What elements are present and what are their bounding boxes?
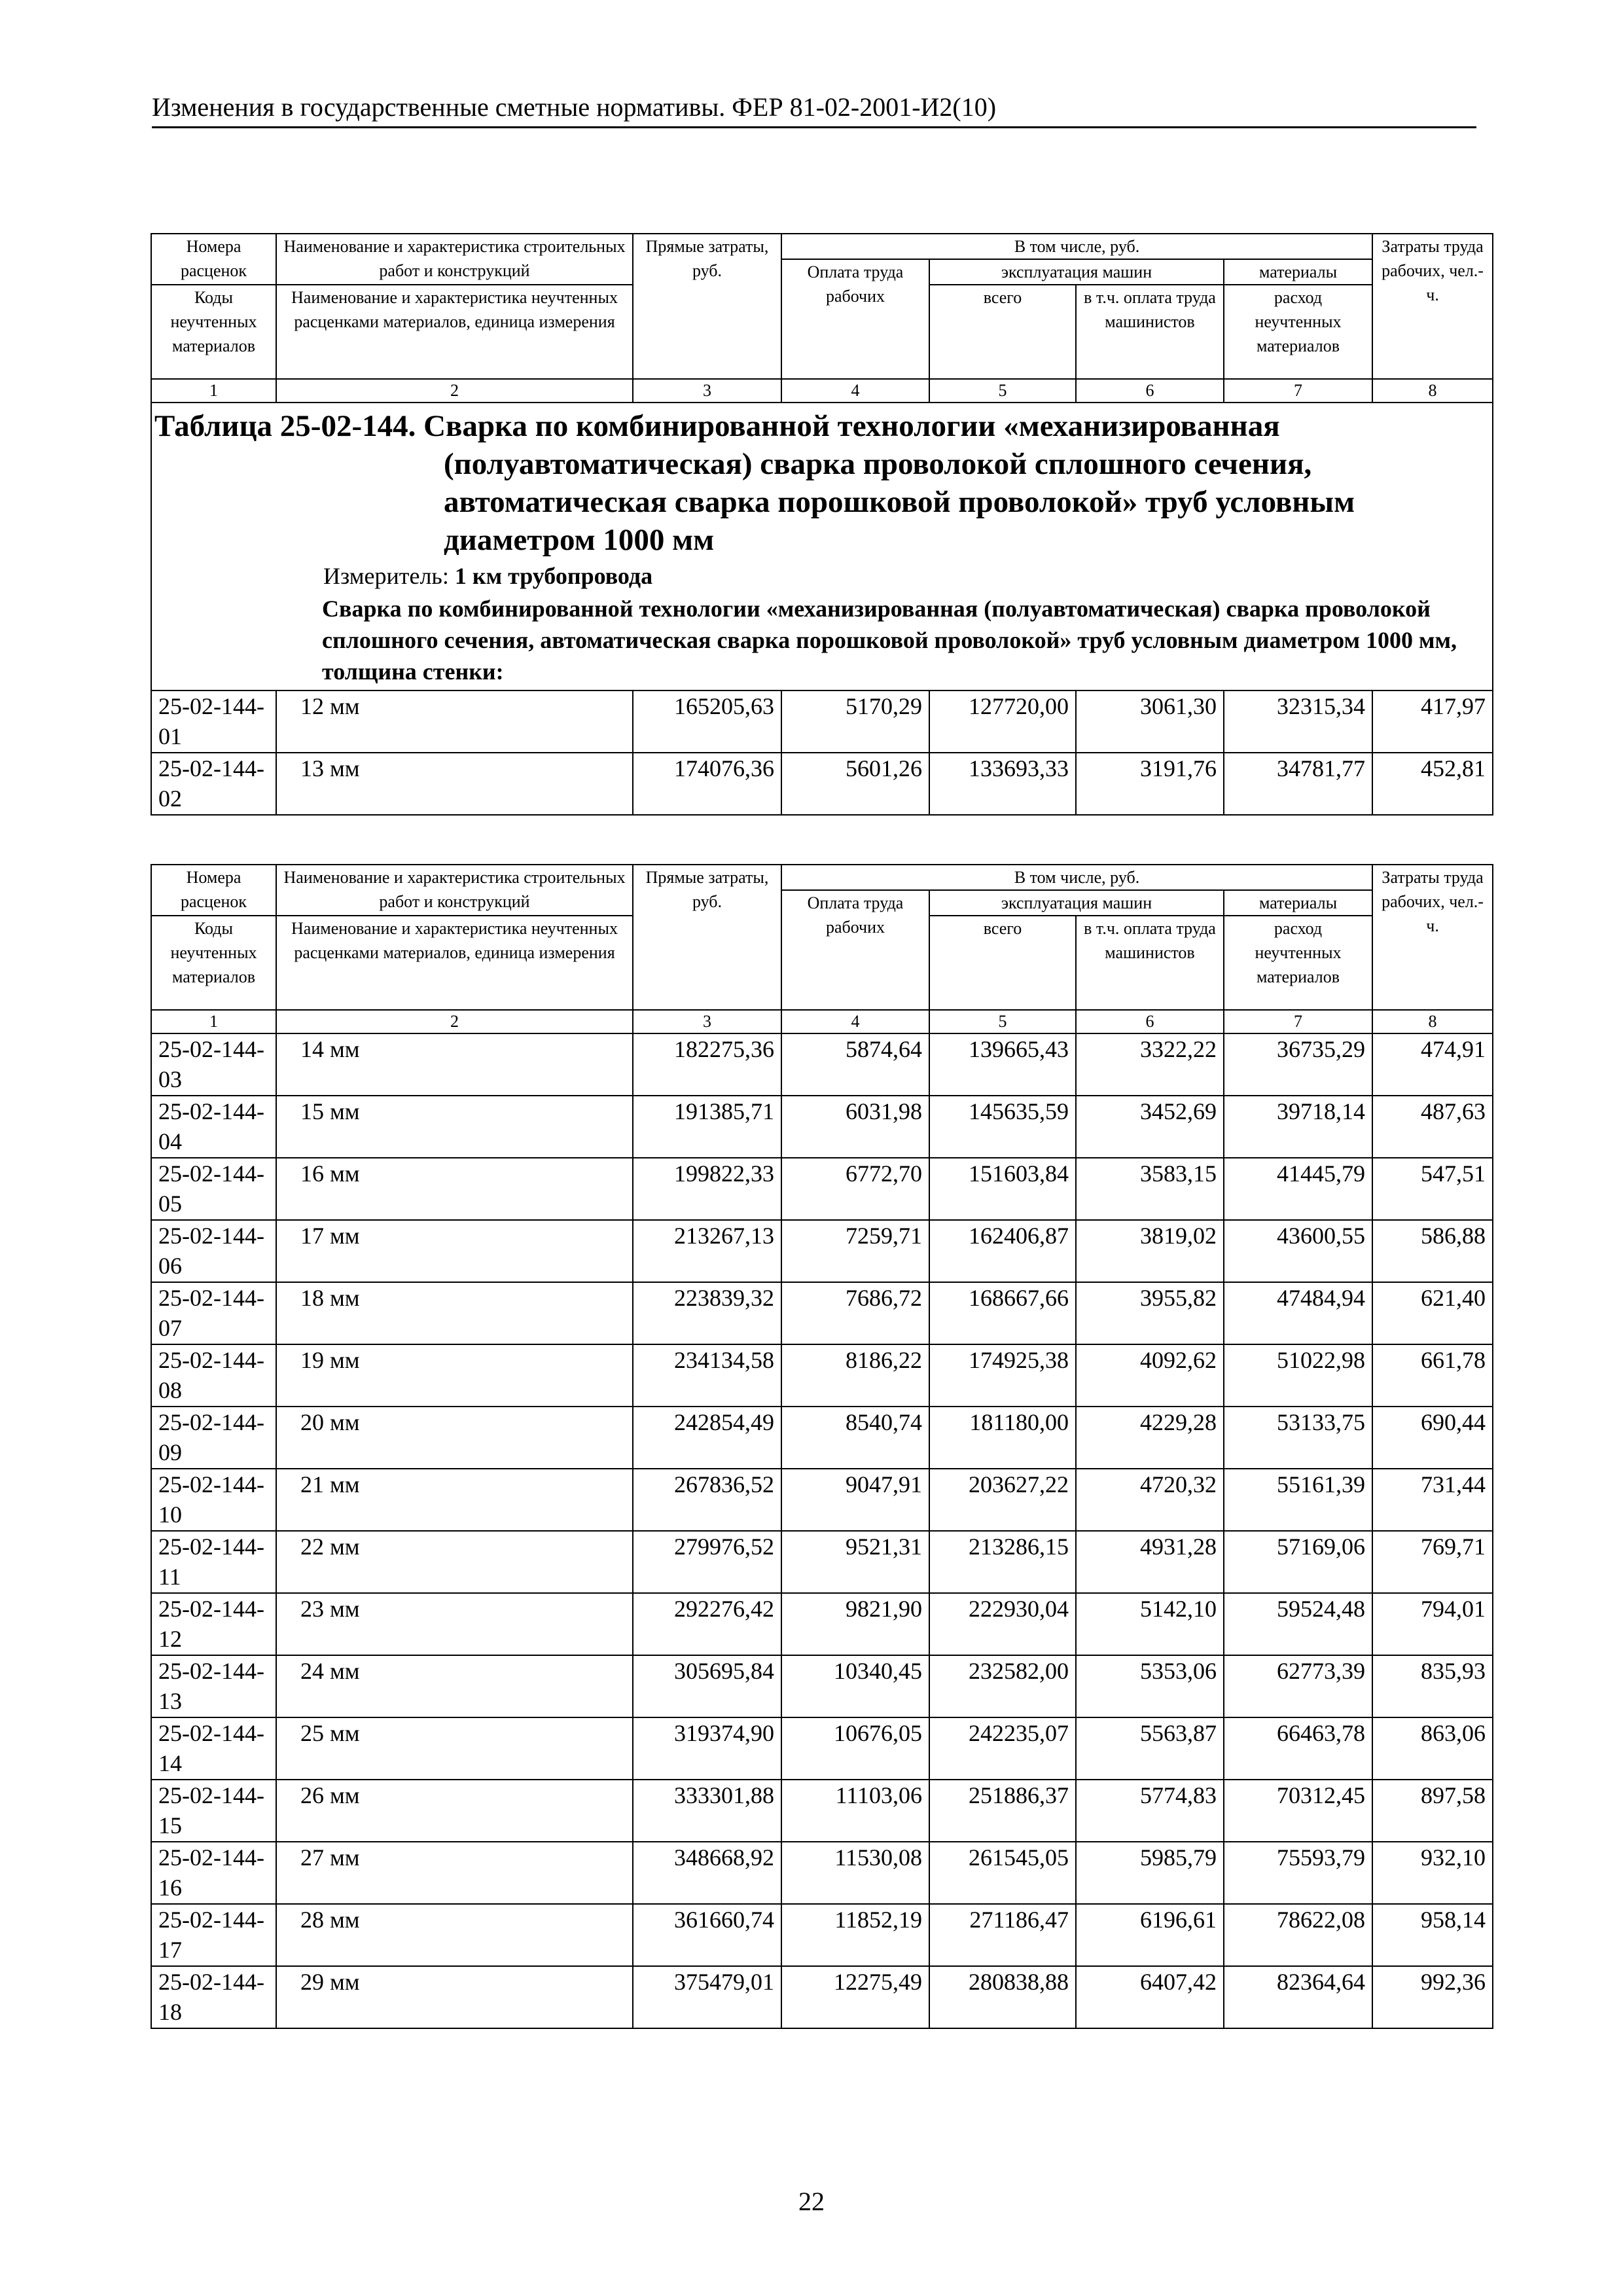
rate-code: 25-02-144-14	[151, 1717, 276, 1780]
machinist-pay: 5142,10	[1076, 1593, 1224, 1655]
machines-total: 251886,37	[929, 1780, 1076, 1842]
header-work-name: Наименование и характеристика строительных работ и конструкций	[276, 865, 633, 916]
machinist-pay: 3819,02	[1076, 1220, 1224, 1282]
labor-hours: 863,06	[1372, 1717, 1493, 1780]
header-machines-total: всего	[929, 916, 1076, 1010]
column-number: 2	[276, 1010, 633, 1033]
subheading: Сварка по комбинированной технологии «механизированная (полуавтоматическая) сварка проволокой сплошного сечения, автоматическая сварка порошковой проволокой» труб условным диаметром 1000 мм, толщина стенки:	[322, 596, 1457, 685]
header-machines: эксплуатация машин	[929, 890, 1224, 916]
table-title-first: Сварка по комбинированной технологии «механизированная	[423, 409, 1280, 443]
materials-usage: 43600,55	[1224, 1220, 1372, 1282]
machines-total: 213286,15	[929, 1531, 1076, 1593]
table-header	[151, 865, 1493, 1010]
materials-usage: 59524,48	[1224, 1593, 1372, 1655]
table-row	[151, 1344, 1493, 1407]
direct-costs: 242854,49	[633, 1407, 781, 1469]
machines-total: 174925,38	[929, 1344, 1076, 1407]
labor-pay: 11103,06	[781, 1780, 929, 1842]
header-labor-pay: Оплата труда рабочих	[781, 890, 929, 1010]
measure-value: 1 км трубопровода	[454, 563, 653, 589]
header-rate-numbers: Номера расценок	[151, 865, 276, 916]
materials-usage: 34781,77	[1224, 753, 1372, 815]
materials-usage: 55161,39	[1224, 1469, 1372, 1531]
table-row	[151, 1842, 1493, 1904]
column-number: 6	[1076, 379, 1224, 403]
labor-hours: 958,14	[1372, 1904, 1493, 1966]
labor-pay: 9047,91	[781, 1469, 929, 1531]
direct-costs: 174076,36	[633, 753, 781, 815]
materials-usage: 39718,14	[1224, 1096, 1372, 1158]
machinist-pay: 3191,76	[1076, 753, 1224, 815]
row-name: 17 мм	[276, 1220, 633, 1282]
rate-code: 25-02-144-01	[151, 691, 276, 753]
table-title-rest: (полуавтоматическая) сварка проволокой сплошного сечения, автоматическая сварка порошковой проволокой» труб условным диаметром 1000 мм	[444, 447, 1355, 557]
labor-pay: 11852,19	[781, 1904, 929, 1966]
column-number: 1	[151, 379, 276, 403]
header-material-usage: расход неучтенных материалов	[1224, 285, 1372, 379]
table-row	[151, 753, 1493, 815]
row-name: 15 мм	[276, 1096, 633, 1158]
row-name: 20 мм	[276, 1407, 633, 1469]
rate-code: 25-02-144-10	[151, 1469, 276, 1531]
labor-hours: 835,93	[1372, 1655, 1493, 1717]
materials-usage: 32315,34	[1224, 691, 1372, 753]
labor-pay: 10340,45	[781, 1655, 929, 1717]
machines-total: 203627,22	[929, 1469, 1076, 1531]
header-machines-total: всего	[929, 285, 1076, 379]
machinist-pay: 3061,30	[1076, 691, 1224, 753]
row-name: 29 мм	[276, 1966, 633, 2028]
machines-total: 151603,84	[929, 1158, 1076, 1220]
row-name: 24 мм	[276, 1655, 633, 1717]
header-direct-costs: Прямые затраты, руб.	[633, 865, 781, 1010]
rate-code: 25-02-144-16	[151, 1842, 276, 1904]
machines-total: 232582,00	[929, 1655, 1076, 1717]
machinist-pay: 3583,15	[1076, 1158, 1224, 1220]
materials-usage: 51022,98	[1224, 1344, 1372, 1407]
labor-pay: 5170,29	[781, 691, 929, 753]
row-name: 14 мм	[276, 1033, 633, 1096]
header-materials: материалы	[1224, 259, 1372, 285]
machinist-pay: 5774,83	[1076, 1780, 1224, 1842]
materials-usage: 66463,78	[1224, 1717, 1372, 1780]
row-name: 27 мм	[276, 1842, 633, 1904]
machinist-pay: 3955,82	[1076, 1282, 1224, 1344]
labor-hours: 474,91	[1372, 1033, 1493, 1096]
machines-total: 139665,43	[929, 1033, 1076, 1096]
machines-total: 145635,59	[929, 1096, 1076, 1158]
machinist-pay: 4720,32	[1076, 1469, 1224, 1531]
machinist-pay: 6196,61	[1076, 1904, 1224, 1966]
direct-costs: 182275,36	[633, 1033, 781, 1096]
labor-hours: 417,97	[1372, 691, 1493, 753]
rate-code: 25-02-144-02	[151, 753, 276, 815]
column-number: 6	[1076, 1010, 1224, 1033]
page-number: 22	[798, 2187, 825, 2216]
column-number: 4	[781, 1010, 929, 1033]
direct-costs: 223839,32	[633, 1282, 781, 1344]
column-number: 8	[1372, 379, 1493, 403]
header-material-codes: Коды неучтенных материалов	[151, 285, 276, 379]
rate-code: 25-02-144-06	[151, 1220, 276, 1282]
labor-hours: 487,63	[1372, 1096, 1493, 1158]
header-rate-numbers: Номера расценок	[151, 234, 276, 285]
labor-hours: 794,01	[1372, 1593, 1493, 1655]
machines-total: 261545,05	[929, 1842, 1076, 1904]
table-row	[151, 1033, 1493, 1096]
table-row	[151, 691, 1493, 753]
column-number: 7	[1224, 1010, 1372, 1033]
direct-costs: 279976,52	[633, 1531, 781, 1593]
rate-code: 25-02-144-08	[151, 1344, 276, 1407]
header-materials: материалы	[1224, 890, 1372, 916]
materials-usage: 82364,64	[1224, 1966, 1372, 2028]
table-row	[151, 1655, 1493, 1717]
table-row	[151, 1407, 1493, 1469]
measure-label: Измеритель:	[323, 563, 449, 589]
table-header	[151, 234, 1493, 379]
column-numbers	[151, 379, 1493, 403]
labor-pay: 5601,26	[781, 753, 929, 815]
labor-pay: 8186,22	[781, 1344, 929, 1407]
measure-line	[154, 562, 1487, 590]
header-material-names: Наименование и характеристика неучтенных расценками материалов, единица измерения	[276, 916, 633, 1010]
rate-code: 25-02-144-11	[151, 1531, 276, 1593]
table-row	[151, 1469, 1493, 1531]
header-including: В том числе, руб.	[781, 234, 1372, 259]
column-number: 5	[929, 1010, 1076, 1033]
rate-code: 25-02-144-15	[151, 1780, 276, 1842]
rate-code: 25-02-144-03	[151, 1033, 276, 1096]
labor-hours: 690,44	[1372, 1407, 1493, 1469]
column-number: 7	[1224, 379, 1372, 403]
row-name: 21 мм	[276, 1469, 633, 1531]
labor-hours: 932,10	[1372, 1842, 1493, 1904]
header-labor-pay: Оплата труда рабочих	[781, 259, 929, 379]
row-name: 26 мм	[276, 1780, 633, 1842]
header-material-usage: расход неучтенных материалов	[1224, 916, 1372, 1010]
column-number: 4	[781, 379, 929, 403]
row-name: 22 мм	[276, 1531, 633, 1593]
column-number: 1	[151, 1010, 276, 1033]
machines-total: 168667,66	[929, 1282, 1076, 1344]
direct-costs: 267836,52	[633, 1469, 781, 1531]
direct-costs: 375479,01	[633, 1966, 781, 2028]
labor-hours: 897,58	[1372, 1780, 1493, 1842]
labor-pay: 5874,64	[781, 1033, 929, 1096]
table-row	[151, 1717, 1493, 1780]
rate-code: 25-02-144-09	[151, 1407, 276, 1469]
labor-pay: 9521,31	[781, 1531, 929, 1593]
materials-usage: 36735,29	[1224, 1033, 1372, 1096]
row-name: 16 мм	[276, 1158, 633, 1220]
labor-pay: 6031,98	[781, 1096, 929, 1158]
rates-table-2	[151, 864, 1493, 2029]
machines-total: 271186,47	[929, 1904, 1076, 1966]
direct-costs: 213267,13	[633, 1220, 781, 1282]
direct-costs: 199822,33	[633, 1158, 781, 1220]
materials-usage: 70312,45	[1224, 1780, 1372, 1842]
machinist-pay: 5563,87	[1076, 1717, 1224, 1780]
direct-costs: 165205,63	[633, 691, 781, 753]
header-including: В том числе, руб.	[781, 865, 1372, 890]
materials-usage: 62773,39	[1224, 1655, 1372, 1717]
machinist-pay: 4092,62	[1076, 1344, 1224, 1407]
materials-usage: 53133,75	[1224, 1407, 1372, 1469]
labor-hours: 731,44	[1372, 1469, 1493, 1531]
column-number: 3	[633, 379, 781, 403]
materials-usage: 41445,79	[1224, 1158, 1372, 1220]
machinist-pay: 3322,22	[1076, 1033, 1224, 1096]
column-number: 8	[1372, 1010, 1493, 1033]
labor-hours: 661,78	[1372, 1344, 1493, 1407]
running-header: Изменения в государственные сметные нормативы. ФЕР 81-02-2001-И2(10)	[152, 92, 1476, 128]
direct-costs: 305695,84	[633, 1655, 781, 1717]
machinist-pay: 5353,06	[1076, 1655, 1224, 1717]
header-machinist-pay: в т.ч. оплата труда машинистов	[1076, 916, 1224, 1010]
rates-table-1	[151, 233, 1493, 816]
column-numbers	[151, 1010, 1493, 1033]
header-material-codes: Коды неучтенных материалов	[151, 916, 276, 1010]
header-material-names: Наименование и характеристика неучтенных расценками материалов, единица измерения	[276, 285, 633, 379]
direct-costs: 234134,58	[633, 1344, 781, 1407]
row-name: 19 мм	[276, 1344, 633, 1407]
materials-usage: 47484,94	[1224, 1282, 1372, 1344]
labor-pay: 11530,08	[781, 1842, 929, 1904]
machines-total: 181180,00	[929, 1407, 1076, 1469]
table-row	[151, 1158, 1493, 1220]
machines-total: 242235,07	[929, 1717, 1076, 1780]
rate-code: 25-02-144-13	[151, 1655, 276, 1717]
table-row	[151, 1593, 1493, 1655]
labor-hours: 992,36	[1372, 1966, 1493, 2028]
machinist-pay: 4229,28	[1076, 1407, 1224, 1469]
machines-total: 127720,00	[929, 691, 1076, 753]
direct-costs: 292276,42	[633, 1593, 781, 1655]
table-row	[151, 1966, 1493, 2028]
labor-pay: 7686,72	[781, 1282, 929, 1344]
table-number: Таблица 25-02-144.	[154, 409, 416, 443]
subheading-cell	[151, 590, 1493, 691]
table-row	[151, 1096, 1493, 1158]
rate-code: 25-02-144-07	[151, 1282, 276, 1344]
labor-pay: 7259,71	[781, 1220, 929, 1282]
rate-code: 25-02-144-04	[151, 1096, 276, 1158]
direct-costs: 361660,74	[633, 1904, 781, 1966]
labor-pay: 12275,49	[781, 1966, 929, 2028]
header-machinist-pay: в т.ч. оплата труда машинистов	[1076, 285, 1224, 379]
labor-pay: 6772,70	[781, 1158, 929, 1220]
column-number: 2	[276, 379, 633, 403]
header-direct-costs: Прямые затраты, руб.	[633, 234, 781, 379]
machines-total: 133693,33	[929, 753, 1076, 815]
labor-hours: 621,40	[1372, 1282, 1493, 1344]
table-1-rows	[151, 691, 1493, 815]
direct-costs: 348668,92	[633, 1842, 781, 1904]
header-labor-hours: Затраты труда рабочих, чел.-ч.	[1372, 865, 1493, 1010]
column-number: 5	[929, 379, 1076, 403]
row-name: 25 мм	[276, 1717, 633, 1780]
row-name: 18 мм	[276, 1282, 633, 1344]
row-name: 13 мм	[276, 753, 633, 815]
labor-pay: 10676,05	[781, 1717, 929, 1780]
materials-usage: 75593,79	[1224, 1842, 1372, 1904]
table-title-block	[151, 403, 1493, 590]
machinist-pay: 6407,42	[1076, 1966, 1224, 2028]
table-row	[151, 1531, 1493, 1593]
labor-hours: 586,88	[1372, 1220, 1493, 1282]
direct-costs: 333301,88	[633, 1780, 781, 1842]
header-work-name: Наименование и характеристика строительных работ и конструкций	[276, 234, 633, 285]
rate-code: 25-02-144-12	[151, 1593, 276, 1655]
machinist-pay: 5985,79	[1076, 1842, 1224, 1904]
machines-total: 280838,88	[929, 1966, 1076, 2028]
machinist-pay: 3452,69	[1076, 1096, 1224, 1158]
labor-pay: 8540,74	[781, 1407, 929, 1469]
row-name: 12 мм	[276, 691, 633, 753]
column-number: 3	[633, 1010, 781, 1033]
rate-code: 25-02-144-05	[151, 1158, 276, 1220]
table-row	[151, 1780, 1493, 1842]
machines-total: 222930,04	[929, 1593, 1076, 1655]
header-machines: эксплуатация машин	[929, 259, 1224, 285]
direct-costs: 191385,71	[633, 1096, 781, 1158]
table-row	[151, 1220, 1493, 1282]
table-2-rows	[151, 1033, 1493, 2028]
machinist-pay: 4931,28	[1076, 1531, 1224, 1593]
table-row	[151, 1904, 1493, 1966]
labor-hours: 452,81	[1372, 753, 1493, 815]
machines-total: 162406,87	[929, 1220, 1076, 1282]
labor-hours: 769,71	[1372, 1531, 1493, 1593]
row-name: 28 мм	[276, 1904, 633, 1966]
header-labor-hours: Затраты труда рабочих, чел.-ч.	[1372, 234, 1493, 379]
labor-hours: 547,51	[1372, 1158, 1493, 1220]
table-row	[151, 1282, 1493, 1344]
rate-code: 25-02-144-17	[151, 1904, 276, 1966]
labor-pay: 9821,90	[781, 1593, 929, 1655]
direct-costs: 319374,90	[633, 1717, 781, 1780]
rate-code: 25-02-144-18	[151, 1966, 276, 2028]
materials-usage: 78622,08	[1224, 1904, 1372, 1966]
row-name: 23 мм	[276, 1593, 633, 1655]
materials-usage: 57169,06	[1224, 1531, 1372, 1593]
